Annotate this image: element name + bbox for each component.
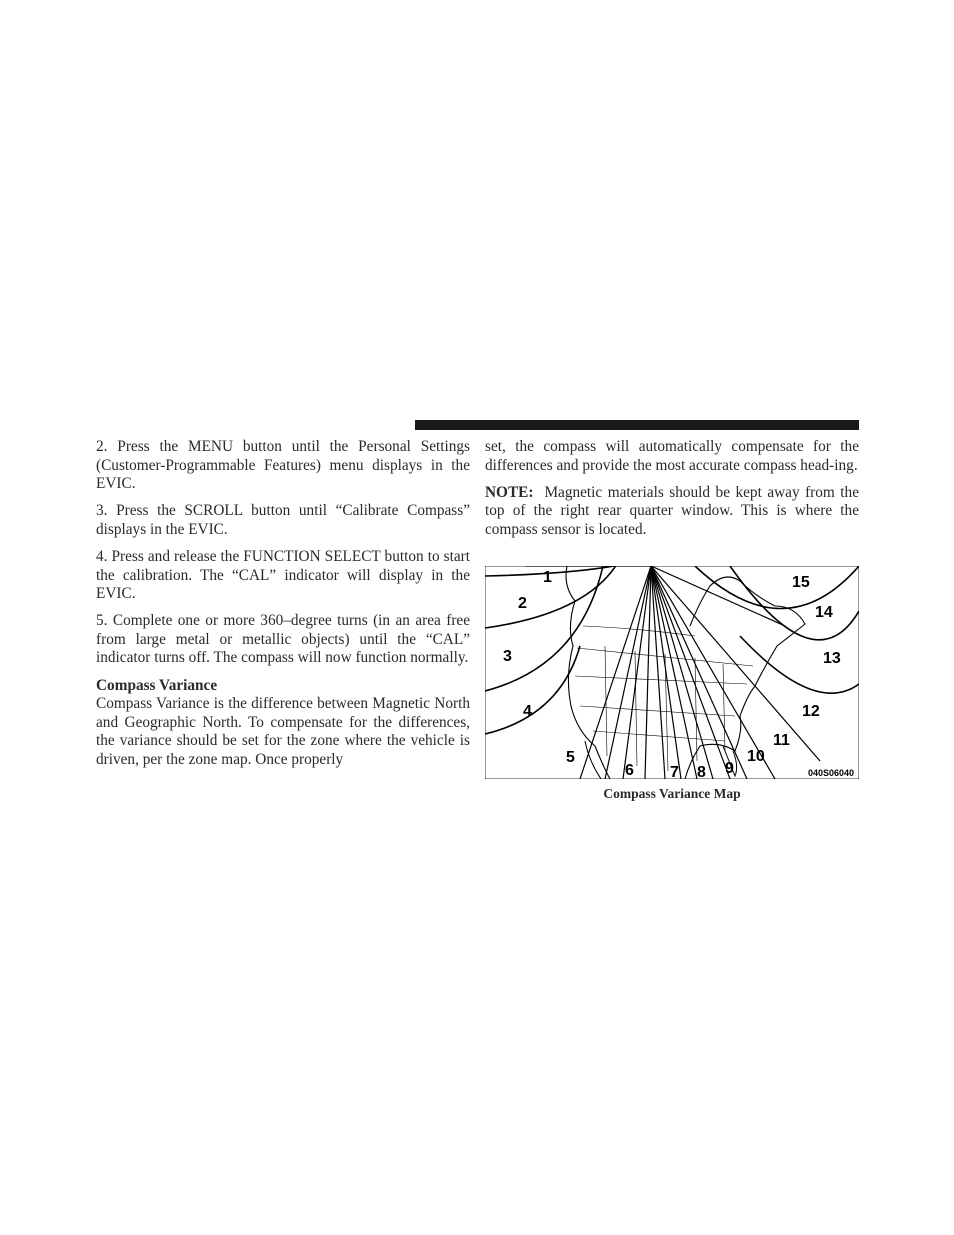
note-paragraph xyxy=(485,484,859,540)
image-code: 040S06040 xyxy=(808,768,855,778)
note-text: Magnetic materials should be kept away from the top of the right rear quarter window. This is where the compass sensor is located. xyxy=(485,483,859,538)
zone-label-2: 2 xyxy=(518,595,527,612)
zone-label-4: 4 xyxy=(523,703,532,720)
zone-label-7: 7 xyxy=(670,764,679,779)
map-frame xyxy=(485,566,859,779)
map-svg xyxy=(485,566,859,779)
zone-label-13: 13 xyxy=(823,650,841,667)
compass-variance-map xyxy=(485,566,859,779)
section-heading: Compass Variance xyxy=(96,676,218,694)
zone-label-3: 3 xyxy=(503,648,512,665)
note-label: NOTE: xyxy=(485,483,534,501)
zone-label-1: 1 xyxy=(543,569,552,586)
left-column xyxy=(96,438,470,778)
step-5: 5. Complete one or more 360–degree turns (in an area free from large metal or metallic objects) until the “CAL” indicator turns off. The compass will now function normally. xyxy=(96,612,470,667)
zone-label-10: 10 xyxy=(747,748,765,765)
step-4: 4. Press and release the FUNCTION SELECT button to start the calibration. The “CAL” indicator will display in the EVIC. xyxy=(96,547,470,603)
continuation-text: set, the compass will automatically compensate for the differences and provide the most accurate compass head-ing. xyxy=(485,438,859,474)
section-text: Compass Variance is the difference between Magnetic North and Geographic North. To compensate for the differences, the variance should be set for the zone where the vehicle is driven, per the zone map. Once properly xyxy=(96,695,470,768)
step-3: 3. Press the SCROLL button until “Calibrate Compass” displays in the EVIC. xyxy=(96,502,470,538)
right-column xyxy=(485,438,859,548)
zone-label-11: 11 xyxy=(773,732,790,749)
figure-caption: Compass Variance Map xyxy=(603,786,741,801)
zone-label-9: 9 xyxy=(725,760,734,777)
zone-label-8: 8 xyxy=(697,764,706,779)
zone-label-5: 5 xyxy=(566,749,575,766)
zone-label-14: 14 xyxy=(815,604,833,621)
step-2: 2. Press the MENU button until the Personal Settings (Customer-Programmable Features) menu displays in the EVIC. xyxy=(96,438,470,493)
zone-label-15: 15 xyxy=(792,574,810,591)
header-bar xyxy=(415,420,859,430)
zone-label-12: 12 xyxy=(802,703,820,720)
zone-label-6: 6 xyxy=(625,762,634,779)
